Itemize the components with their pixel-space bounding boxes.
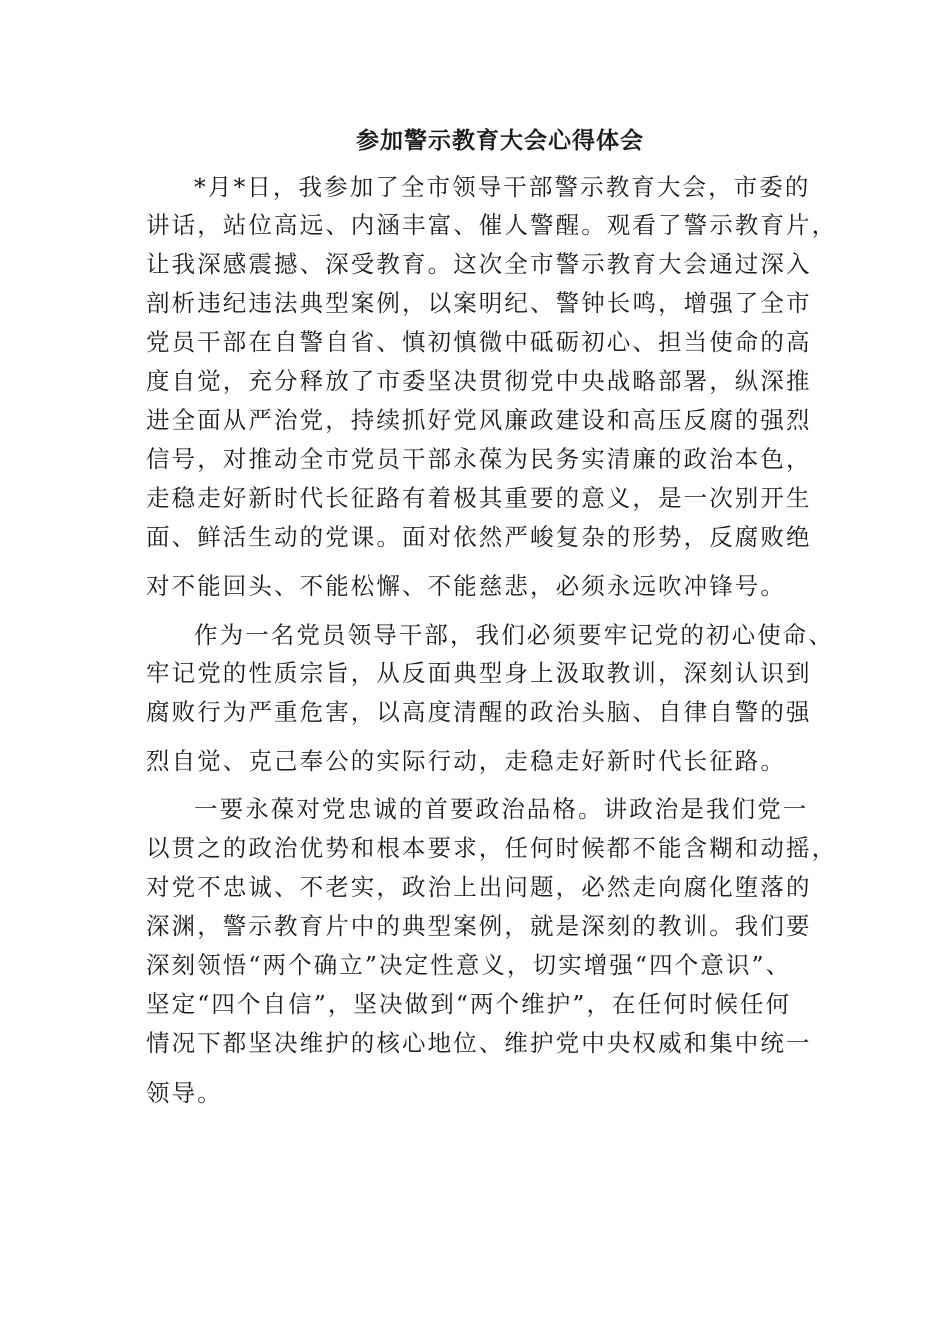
paragraph-line: 剖析违纪违法典型案例，以案明纪、警钟长鸣，增强了全市 <box>146 289 812 317</box>
paragraph-line: 对党不忠诚、不老实，政治上出问题，必然走向腐化堕落的 <box>146 873 812 901</box>
paragraph-line: 情况下都坚决维护的核心地位、维护党中央权威和集中统一 <box>146 1029 812 1057</box>
paragraph-line: 烈自觉、克己奉公的实际行动，走稳走好新时代长征路。 <box>146 747 786 775</box>
paragraph-line: 以贯之的政治优势和根本要求，任何时候都不能含糊和动摇， <box>146 834 838 862</box>
paragraph-line: 面、鲜活生动的党课。面对依然严峻复杂的形势，反腐败绝 <box>146 523 812 551</box>
paragraph-line: 坚定“四个自信”，坚决做到“两个维护”，在任何时候任何 <box>146 990 792 1018</box>
paragraph-line: 牢记党的性质宗旨，从反面典型身上汲取教训，深刻认识到 <box>146 659 812 687</box>
paragraph-line: 讲话，站位高远、内涵丰富、催人警醒。观看了警示教育片， <box>146 211 838 239</box>
paragraph-line: 领导。 <box>146 1079 223 1107</box>
paragraph-line: 信号，对推动全市党员干部永葆为民务实清廉的政治本色， <box>146 445 812 473</box>
paragraph-line: 对不能回头、不能松懈、不能慈悲，必须永远吹冲锋号。 <box>146 572 786 600</box>
paragraph-line: 作为一名党员领导干部，我们必须要牢记党的初心使命、 <box>194 621 834 649</box>
paragraph-line: 度自觉，充分释放了市委坚决贯彻党中央战略部署，纵深推 <box>146 367 812 395</box>
paragraph-line: 进全面从严治党，持续抓好党风廉政建设和高压反腐的强烈 <box>146 406 812 434</box>
paragraph-line: 走稳走好新时代长征路有着极其重要的意义，是一次别开生 <box>146 484 812 512</box>
paragraph-line: 党员干部在自警自省、慎初慎微中砥砺初心、担当使命的高 <box>146 328 812 356</box>
paragraph-line: *月*日，我参加了全市领导干部警示教育大会，市委的 <box>194 173 811 201</box>
paragraph-line: 深刻领悟“两个确立”决定性意义，切实增强“四个意识”、 <box>146 951 792 979</box>
paragraph-line: 让我深感震撼、深受教育。这次全市警示教育大会通过深入 <box>146 250 812 278</box>
paragraph-line: 深渊，警示教育片中的典型案例，就是深刻的教训。我们要 <box>146 912 812 940</box>
paragraph-line: 腐败行为严重危害，以高度清醒的政治头脑、自律自警的强 <box>146 698 812 726</box>
document-title: 参加警示教育大会心得体会 <box>356 127 644 154</box>
paragraph-line: 一要永葆对党忠诚的首要政治品格。讲政治是我们党一 <box>194 795 809 823</box>
